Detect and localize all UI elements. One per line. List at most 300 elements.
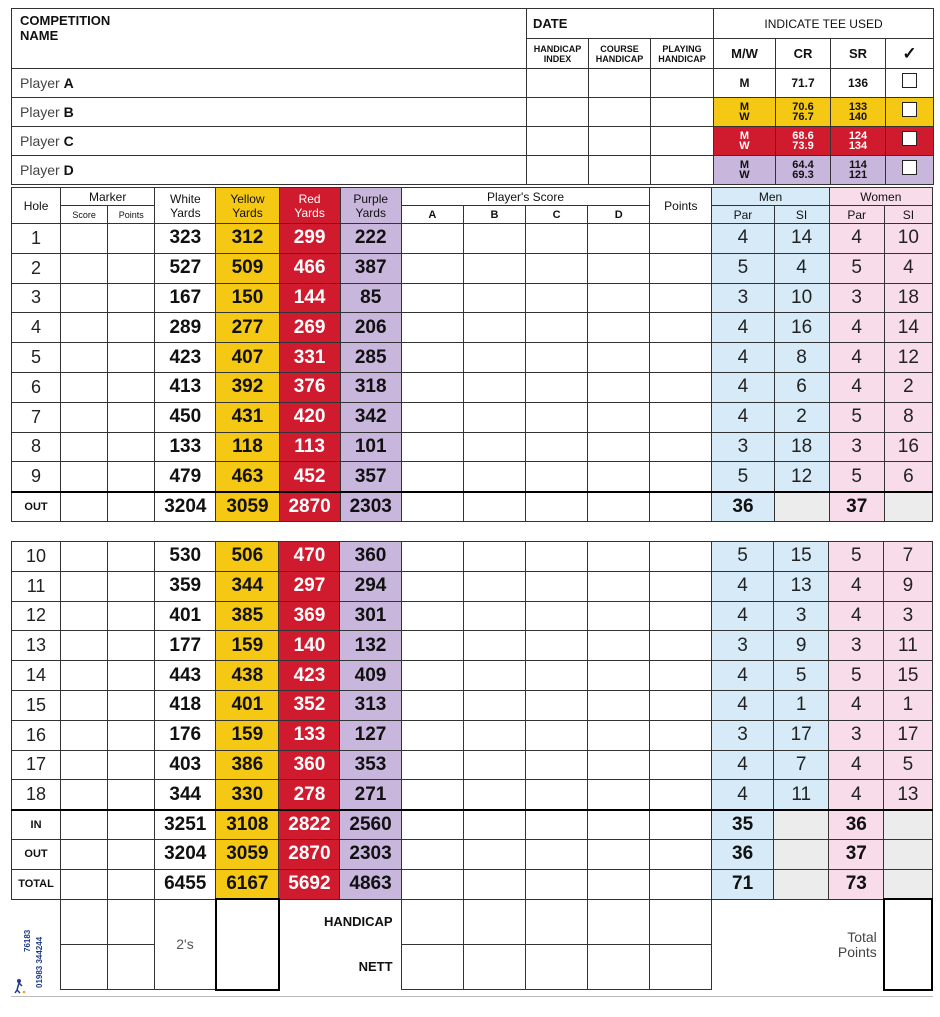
marker-score-cell[interactable] xyxy=(61,601,108,631)
score-c-sum[interactable] xyxy=(525,839,587,869)
marker-points-cell[interactable] xyxy=(108,372,155,402)
yellow-yards-cell: 344 xyxy=(216,571,279,601)
hole-row xyxy=(12,253,933,283)
points-sum[interactable] xyxy=(649,869,711,899)
score-a-cell[interactable] xyxy=(401,432,463,462)
points-sum[interactable] xyxy=(649,810,711,840)
marker-score-total[interactable] xyxy=(61,899,108,944)
score-c-cell[interactable] xyxy=(525,750,587,780)
handicap-a[interactable] xyxy=(401,899,463,944)
player-name[interactable] xyxy=(12,98,527,127)
marker-score-cell[interactable] xyxy=(61,372,108,402)
score-a-cell[interactable] xyxy=(401,402,463,432)
score-a-cell[interactable] xyxy=(401,313,463,343)
red-total: 2822 xyxy=(279,810,340,840)
score-a-cell[interactable] xyxy=(401,283,463,313)
marker-points-sum[interactable] xyxy=(108,810,155,840)
yellow-yards-cell: 150 xyxy=(216,283,279,313)
women-si-cell: 7 xyxy=(884,542,932,572)
purple-yards-cell: 132 xyxy=(340,631,401,661)
score-b-cell[interactable] xyxy=(463,661,525,691)
score-b-cell[interactable] xyxy=(463,601,525,631)
tee-checkbox-cell[interactable] xyxy=(886,98,934,127)
white-yards-cell: 133 xyxy=(155,432,216,462)
marker-points-cell[interactable] xyxy=(108,661,155,691)
score-c-cell[interactable] xyxy=(526,372,588,402)
marker-points-cell[interactable] xyxy=(108,542,155,572)
women-si-cell: 3 xyxy=(884,601,932,631)
score-b-cell[interactable] xyxy=(463,631,525,661)
score-a-cell[interactable] xyxy=(401,343,463,373)
white-yards-heading: White Yards xyxy=(155,188,216,224)
marker-points-cell[interactable] xyxy=(108,750,155,780)
course-handicap-cell[interactable] xyxy=(589,156,651,185)
men-par-cell: 3 xyxy=(712,283,774,313)
yellow-yards-cell: 385 xyxy=(216,601,279,631)
course-handicap-cell[interactable] xyxy=(589,69,651,98)
red-yards-cell: 297 xyxy=(279,571,340,601)
score-b-cell[interactable] xyxy=(463,402,525,432)
hole-number: 6 xyxy=(12,372,61,402)
score-c-cell[interactable] xyxy=(525,542,587,572)
score-d-sum[interactable] xyxy=(588,492,650,522)
marker-points-cell[interactable] xyxy=(108,601,155,631)
tee-checkbox[interactable] xyxy=(902,102,917,117)
white-yards-cell: 479 xyxy=(155,462,216,492)
marker-points-total[interactable] xyxy=(108,899,155,944)
score-a-cell[interactable] xyxy=(401,780,463,810)
purple-yards-cell: 342 xyxy=(340,402,401,432)
purple-yards-cell: 101 xyxy=(340,432,401,462)
handicap-index-cell[interactable] xyxy=(527,156,589,185)
score-d-cell[interactable] xyxy=(587,780,649,810)
playing-handicap-cell[interactable] xyxy=(651,156,714,185)
points-cell[interactable] xyxy=(649,631,711,661)
score-c-cell[interactable] xyxy=(525,571,587,601)
red-yards-cell: 331 xyxy=(279,343,340,373)
points-cell[interactable] xyxy=(650,402,712,432)
marker-score-cell[interactable] xyxy=(61,780,108,810)
score-d-cell[interactable] xyxy=(587,750,649,780)
tee-checkbox[interactable] xyxy=(902,160,917,175)
points-cell[interactable] xyxy=(649,720,711,750)
white-yards-cell: 450 xyxy=(155,402,216,432)
women-si-cell: 11 xyxy=(884,631,932,661)
hole-row xyxy=(12,690,933,720)
score-d-cell[interactable] xyxy=(588,283,650,313)
marker-score-cell[interactable] xyxy=(61,720,108,750)
score-a-sum[interactable] xyxy=(401,869,463,899)
player-d-heading: D xyxy=(588,206,650,224)
score-a-sum[interactable] xyxy=(401,839,463,869)
mw-cell: M xyxy=(714,69,776,98)
score-b-sum[interactable] xyxy=(463,492,525,522)
marker-score-sum[interactable] xyxy=(61,492,108,522)
marker-points-cell[interactable] xyxy=(108,690,155,720)
score-a-cell[interactable] xyxy=(401,253,463,283)
score-c-cell[interactable] xyxy=(525,780,587,810)
points-cell[interactable] xyxy=(650,253,712,283)
score-a-cell[interactable] xyxy=(401,224,463,254)
twos-label: 2's xyxy=(155,899,216,990)
nett-b[interactable] xyxy=(463,944,525,989)
score-d-cell[interactable] xyxy=(587,720,649,750)
player-name[interactable] xyxy=(12,156,527,185)
score-a-cell[interactable] xyxy=(401,462,463,492)
score-b-cell[interactable] xyxy=(463,343,525,373)
score-c-cell[interactable] xyxy=(526,253,588,283)
score-b-cell[interactable] xyxy=(463,750,525,780)
twos-box[interactable] xyxy=(216,899,279,990)
sr-cell: 114 121 xyxy=(831,156,886,185)
marker-score-cell[interactable] xyxy=(61,343,108,373)
score-d-sum[interactable] xyxy=(587,810,649,840)
nett-a[interactable] xyxy=(401,944,463,989)
players-score-heading: Player's Score xyxy=(401,188,650,206)
men-par-total: 35 xyxy=(712,810,774,840)
men-par-cell: 4 xyxy=(712,224,774,254)
points-cell[interactable] xyxy=(650,462,712,492)
men-si-cell: 14 xyxy=(774,224,829,254)
score-a-cell[interactable] xyxy=(401,690,463,720)
marker-score-sum[interactable] xyxy=(61,839,108,869)
marker-points-cell[interactable] xyxy=(108,462,155,492)
cr-cell: 64.4 69.3 xyxy=(776,156,831,185)
hole-row xyxy=(12,462,933,492)
side-code-text: 76183 xyxy=(22,929,32,952)
hole-number: 15 xyxy=(12,690,61,720)
men-par-cell: 4 xyxy=(712,661,774,691)
score-c-cell[interactable] xyxy=(526,432,588,462)
marker-score-cell[interactable] xyxy=(61,224,108,254)
points-cell[interactable] xyxy=(649,571,711,601)
marker-score-cell[interactable] xyxy=(61,432,108,462)
women-par-total: 36 xyxy=(829,810,884,840)
score-d-cell[interactable] xyxy=(587,661,649,691)
score-d-cell[interactable] xyxy=(587,601,649,631)
purple-total: 2560 xyxy=(340,810,401,840)
score-c-cell[interactable] xyxy=(526,402,588,432)
score-c-sum[interactable] xyxy=(525,810,587,840)
hole-row xyxy=(12,542,933,572)
score-d-cell[interactable] xyxy=(588,462,650,492)
marker-points-cell[interactable] xyxy=(108,631,155,661)
marker-score-sum[interactable] xyxy=(61,869,108,899)
points-cell[interactable] xyxy=(650,283,712,313)
score-c-cell[interactable] xyxy=(525,690,587,720)
playing-handicap-cell[interactable] xyxy=(651,98,714,127)
points-cell[interactable] xyxy=(649,661,711,691)
score-c-sum[interactable] xyxy=(526,492,588,522)
hole-row xyxy=(12,432,933,462)
score-b-cell[interactable] xyxy=(463,224,525,254)
score-c-cell[interactable] xyxy=(526,343,588,373)
mw-cell: M W xyxy=(714,156,776,185)
women-si-cell: 9 xyxy=(884,571,932,601)
tee-checkbox[interactable] xyxy=(902,131,917,146)
women-par-total: 37 xyxy=(829,839,884,869)
marker-score-cell[interactable] xyxy=(61,661,108,691)
marker-points-nett[interactable] xyxy=(108,944,155,989)
marker-score-cell[interactable] xyxy=(61,313,108,343)
purple-yards-cell: 206 xyxy=(340,313,401,343)
score-c-cell[interactable] xyxy=(526,224,588,254)
points-cell[interactable] xyxy=(650,224,712,254)
white-total: 3251 xyxy=(155,810,216,840)
red-yards-heading: Red Yards xyxy=(279,188,340,224)
points-cell[interactable] xyxy=(650,372,712,402)
hole-row xyxy=(12,283,933,313)
score-c-cell[interactable] xyxy=(526,313,588,343)
yellow-yards-cell: 463 xyxy=(216,462,279,492)
marker-score-sum[interactable] xyxy=(61,810,108,840)
handicap-points[interactable] xyxy=(649,899,711,944)
hole-heading: Hole xyxy=(12,188,61,224)
marker-points-cell[interactable] xyxy=(108,343,155,373)
nett-c[interactable] xyxy=(525,944,587,989)
red-yards-cell: 369 xyxy=(279,601,340,631)
red-yards-cell: 360 xyxy=(279,750,340,780)
marker-points-heading: Points xyxy=(108,206,155,224)
score-c-cell[interactable] xyxy=(526,462,588,492)
yellow-yards-cell: 330 xyxy=(216,780,279,810)
score-d-sum[interactable] xyxy=(587,839,649,869)
score-b-cell[interactable] xyxy=(463,372,525,402)
score-a-sum[interactable] xyxy=(401,492,463,522)
women-si-cell: 18 xyxy=(884,283,932,313)
marker-score-cell[interactable] xyxy=(61,690,108,720)
marker-score-nett[interactable] xyxy=(61,944,108,989)
hole-number: 16 xyxy=(12,720,61,750)
men-si-blank xyxy=(774,810,829,840)
tee-checkbox-cell[interactable] xyxy=(886,127,934,156)
hole-number: 1 xyxy=(12,224,61,254)
nett-points[interactable] xyxy=(649,944,711,989)
handicap-index-cell[interactable] xyxy=(527,127,589,156)
marker-points-cell[interactable] xyxy=(108,720,155,750)
score-d-cell[interactable] xyxy=(588,253,650,283)
yellow-yards-cell: 509 xyxy=(216,253,279,283)
score-b-sum[interactable] xyxy=(463,839,525,869)
phone-svg xyxy=(16,900,56,990)
score-c-cell[interactable] xyxy=(525,661,587,691)
competition-name-field[interactable]: COMPETITION NAME xyxy=(12,9,527,69)
date-field[interactable]: DATE xyxy=(527,9,714,39)
points-cell[interactable] xyxy=(650,343,712,373)
marker-points-cell[interactable] xyxy=(108,571,155,601)
men-par-cell: 4 xyxy=(712,372,774,402)
score-d-cell[interactable] xyxy=(588,402,650,432)
score-a-cell[interactable] xyxy=(401,750,463,780)
tee-checkbox-cell[interactable] xyxy=(886,156,934,185)
marker-score-heading: Score xyxy=(61,206,108,224)
marker-points-sum[interactable] xyxy=(108,492,155,522)
score-d-cell[interactable] xyxy=(587,571,649,601)
points-cell[interactable] xyxy=(650,432,712,462)
tee-checkbox-cell[interactable] xyxy=(886,69,934,98)
score-b-cell[interactable] xyxy=(463,253,525,283)
hole-number: 9 xyxy=(12,462,61,492)
marker-score-cell[interactable] xyxy=(61,542,108,572)
hole-number: 12 xyxy=(12,601,61,631)
course-handicap-cell[interactable] xyxy=(589,98,651,127)
player-name[interactable] xyxy=(12,69,527,98)
red-total: 2870 xyxy=(279,492,340,522)
score-d-sum[interactable] xyxy=(587,869,649,899)
back-nine-table xyxy=(11,541,933,991)
white-yards-cell: 323 xyxy=(155,224,216,254)
score-d-cell[interactable] xyxy=(588,372,650,402)
score-d-cell[interactable] xyxy=(587,690,649,720)
marker-score-cell[interactable] xyxy=(61,283,108,313)
score-a-cell[interactable] xyxy=(401,601,463,631)
hole-row xyxy=(12,780,933,810)
white-total: 3204 xyxy=(155,839,216,869)
handicap-index-cell[interactable] xyxy=(527,98,589,127)
points-sum[interactable] xyxy=(650,492,712,522)
score-b-cell[interactable] xyxy=(463,780,525,810)
marker-points-cell[interactable] xyxy=(108,283,155,313)
marker-points-cell[interactable] xyxy=(108,780,155,810)
nett-d[interactable] xyxy=(587,944,649,989)
score-d-cell[interactable] xyxy=(588,432,650,462)
summary-row xyxy=(12,839,933,869)
score-d-cell[interactable] xyxy=(588,313,650,343)
golfer-icon xyxy=(11,978,27,994)
points-cell[interactable] xyxy=(649,601,711,631)
points-sum[interactable] xyxy=(649,839,711,869)
points-cell[interactable] xyxy=(649,690,711,720)
hole-number: 3 xyxy=(12,283,61,313)
points-cell[interactable] xyxy=(649,542,711,572)
handicap-d[interactable] xyxy=(587,899,649,944)
score-c-cell[interactable] xyxy=(526,283,588,313)
score-c-cell[interactable] xyxy=(525,601,587,631)
course-handicap-heading: COURSE HANDICAP xyxy=(589,39,651,69)
score-c-cell[interactable] xyxy=(525,631,587,661)
men-par-cell: 3 xyxy=(712,631,774,661)
score-a-cell[interactable] xyxy=(401,571,463,601)
score-d-cell[interactable] xyxy=(587,542,649,572)
handicap-index-heading: HANDICAP INDEX xyxy=(527,39,589,69)
purple-yards-cell: 301 xyxy=(340,601,401,631)
score-b-cell[interactable] xyxy=(463,313,525,343)
marker-score-cell[interactable] xyxy=(61,402,108,432)
playing-handicap-cell[interactable] xyxy=(651,69,714,98)
marker-points-cell[interactable] xyxy=(108,402,155,432)
purple-yards-cell: 313 xyxy=(340,690,401,720)
score-d-cell[interactable] xyxy=(588,343,650,373)
score-b-sum[interactable] xyxy=(463,810,525,840)
red-yards-cell: 113 xyxy=(279,432,340,462)
yellow-total: 3108 xyxy=(216,810,279,840)
women-si-cell: 1 xyxy=(884,690,932,720)
marker-points-sum[interactable] xyxy=(108,839,155,869)
women-par-cell: 4 xyxy=(829,343,884,373)
women-si-heading: SI xyxy=(884,206,932,224)
purple-yards-cell: 294 xyxy=(340,571,401,601)
score-b-cell[interactable] xyxy=(463,690,525,720)
women-par-cell: 4 xyxy=(829,690,884,720)
points-cell[interactable] xyxy=(649,780,711,810)
footer-rule xyxy=(11,996,933,997)
score-a-cell[interactable] xyxy=(401,720,463,750)
yellow-yards-cell: 392 xyxy=(216,372,279,402)
score-c-cell[interactable] xyxy=(525,720,587,750)
score-b-cell[interactable] xyxy=(463,462,525,492)
purple-yards-cell: 387 xyxy=(340,253,401,283)
player-letter: B xyxy=(63,104,74,120)
score-a-cell[interactable] xyxy=(401,631,463,661)
score-a-cell[interactable] xyxy=(401,542,463,572)
score-a-cell[interactable] xyxy=(401,372,463,402)
white-yards-cell: 177 xyxy=(155,631,216,661)
marker-points-cell[interactable] xyxy=(108,253,155,283)
score-c-sum[interactable] xyxy=(525,869,587,899)
marker-points-sum[interactable] xyxy=(108,869,155,899)
red-yards-cell: 470 xyxy=(279,542,340,572)
marker-score-cell[interactable] xyxy=(61,253,108,283)
score-b-cell[interactable] xyxy=(463,283,525,313)
scorecard-header xyxy=(11,8,934,185)
hole-number: 14 xyxy=(12,661,61,691)
marker-points-cell[interactable] xyxy=(108,224,155,254)
phone-text: 01983 344244 xyxy=(34,936,44,988)
score-b-cell[interactable] xyxy=(463,432,525,462)
women-par-cell: 4 xyxy=(829,313,884,343)
handicap-index-cell[interactable] xyxy=(527,69,589,98)
player-prefix: Player xyxy=(20,104,64,120)
marker-score-cell[interactable] xyxy=(61,631,108,661)
men-si-cell: 13 xyxy=(774,571,829,601)
score-a-sum[interactable] xyxy=(401,810,463,840)
women-par-total: 73 xyxy=(829,869,884,899)
handicap-b[interactable] xyxy=(463,899,525,944)
course-handicap-cell[interactable] xyxy=(589,127,651,156)
marker-score-cell[interactable] xyxy=(61,571,108,601)
marker-points-cell[interactable] xyxy=(108,313,155,343)
points-cell[interactable] xyxy=(649,750,711,780)
white-yards-cell: 176 xyxy=(155,720,216,750)
score-d-cell[interactable] xyxy=(588,224,650,254)
yellow-yards-cell: 431 xyxy=(216,402,279,432)
score-d-cell[interactable] xyxy=(587,631,649,661)
marker-score-cell[interactable] xyxy=(61,750,108,780)
score-b-cell[interactable] xyxy=(463,571,525,601)
purple-yards-cell: 353 xyxy=(340,750,401,780)
score-a-cell[interactable] xyxy=(401,661,463,691)
purple-yards-heading: Purple Yards xyxy=(340,188,401,224)
marker-score-cell[interactable] xyxy=(61,462,108,492)
yellow-yards-cell: 386 xyxy=(216,750,279,780)
playing-handicap-cell[interactable] xyxy=(651,127,714,156)
mw-heading: M/W xyxy=(714,39,776,69)
score-b-cell[interactable] xyxy=(463,542,525,572)
red-yards-cell: 278 xyxy=(279,780,340,810)
women-si-blank xyxy=(884,869,932,899)
women-par-cell: 5 xyxy=(829,542,884,572)
men-par-total: 36 xyxy=(712,492,774,522)
handicap-c[interactable] xyxy=(525,899,587,944)
player-name[interactable] xyxy=(12,127,527,156)
marker-points-cell[interactable] xyxy=(108,432,155,462)
total-points-box[interactable] xyxy=(884,899,932,990)
score-b-cell[interactable] xyxy=(463,720,525,750)
points-cell[interactable] xyxy=(650,313,712,343)
tee-checkbox[interactable] xyxy=(902,73,917,88)
score-b-sum[interactable] xyxy=(463,869,525,899)
women-heading: Women xyxy=(829,188,932,206)
